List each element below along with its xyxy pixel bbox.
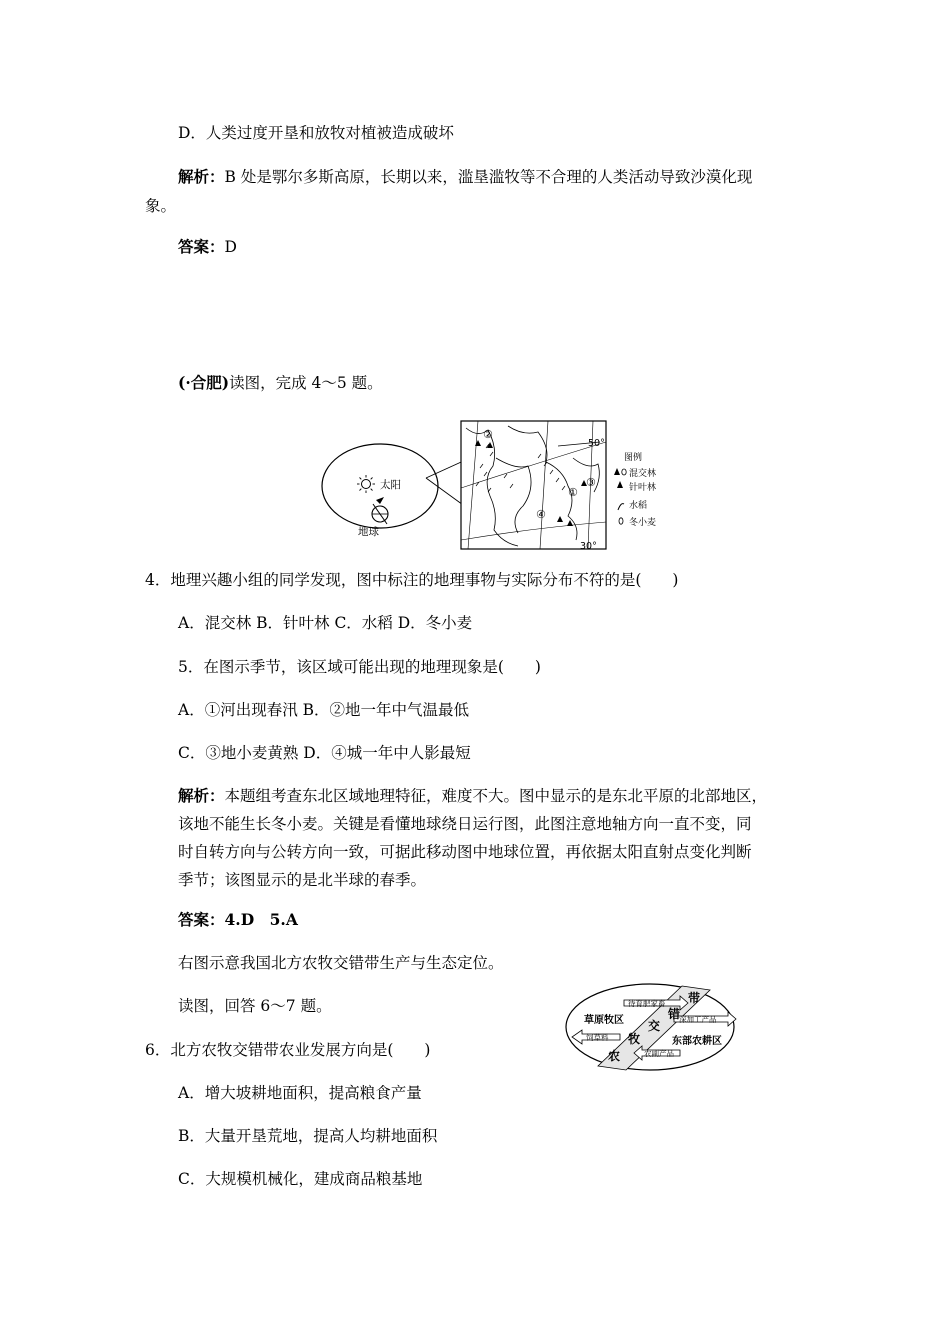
analysis-4-5-line3: 时自转方向与公转方向一致，可据此移动图中地球位置，再依据太阳直射点变化判断: [178, 843, 752, 861]
intro-6-7-line2: 读图，回答 6～7 题。: [178, 997, 332, 1015]
analysis-label: 解析：: [178, 786, 225, 805]
analysis-text: B 处是鄂尔多斯高原，长期以来，滥垦滥牧等不合理的人类活动导致沙漠化现: [224, 168, 753, 186]
legend-wheat: 冬小麦: [629, 518, 657, 528]
legend-mixed-forest: 混交林: [629, 469, 657, 479]
legend-rice-icon: [618, 504, 624, 510]
answer-prev: [178, 237, 237, 257]
belt-char-3: 交: [648, 1019, 661, 1033]
q6-stem: 6．北方农牧交错带农业发展方向是( ): [145, 1041, 431, 1059]
right-region-label: 东部农耕区: [672, 1036, 722, 1047]
marker-2: ②: [483, 428, 493, 441]
answer-label: 答案：: [178, 237, 225, 256]
sun-icon: [357, 475, 375, 493]
farming-pastoral-figure: [562, 980, 742, 1076]
intro-4-5: [178, 373, 383, 393]
legend-title: 图例: [624, 453, 643, 463]
left-region-label: 草原牧区: [584, 1015, 624, 1026]
orbit-arrow-icon: [376, 497, 384, 504]
intro-source: (·合肥): [178, 373, 230, 392]
intro-6-7-line1: 右图示意我国北方农牧交错带生产与生态定位。: [178, 954, 504, 972]
sun-label: 太阳: [380, 479, 401, 491]
lat-50-label: 50°: [588, 438, 605, 449]
answer-value: 4.D 5.A: [224, 910, 298, 929]
arrow-bottom-label: 农副产品: [644, 1049, 674, 1058]
answer-label: 答案：: [178, 910, 225, 929]
earth-icon: [372, 504, 388, 524]
q5-stem: 5．在图示季节，该区域可能出现的地理现象是( ): [178, 658, 541, 676]
belt-char-2: 错: [668, 1007, 681, 1021]
legend-conifer: 针叶林: [629, 483, 657, 493]
analysis-prev: [178, 167, 752, 187]
marker-1: ①: [568, 486, 578, 499]
legend-conifer-icon: [617, 481, 623, 488]
legend-mixed-forest-icon: [614, 468, 626, 475]
option-d: D．人类过度开垦和放牧对植被造成破坏: [178, 124, 454, 142]
arrow-top-label: 待育肥家畜: [628, 999, 666, 1008]
analysis-label: 解析：: [178, 167, 225, 186]
q4-stem: 4．地理兴趣小组的同学发现，图中标注的地理事物与实际分布不符的是( ): [145, 571, 679, 589]
answer-4-5: [178, 910, 298, 930]
earth-label: 地球: [358, 526, 379, 538]
analysis-prev-line2: 象。: [145, 197, 177, 215]
analysis-4-5: [178, 786, 767, 806]
answer-value: D: [224, 238, 237, 256]
lat-30-label: 30°: [580, 541, 597, 552]
legend-rice: 水稻: [629, 501, 648, 511]
belt-char-5: 农: [608, 1049, 621, 1063]
analysis-4-5-line2: 该地不能生长冬小麦。关键是看懂地球绕日运行图，此图注意地轴方向一直不变，同: [178, 815, 752, 833]
marker-3: ③: [586, 476, 596, 489]
q4-options: A．混交林 B．针叶林 C．水稻 D．冬小麦: [178, 614, 473, 632]
analysis-4-5-line4: 季节；该图显示的是北半球的春季。: [178, 871, 427, 889]
q6-option-b: B．大量开垦荒地，提高人均耕地面积: [178, 1127, 438, 1145]
legend-wheat-icon: [619, 518, 623, 524]
arrow-right-label: 深加工产品: [679, 1015, 717, 1024]
analysis-text: 本题组考查东北区域地理特征，难度不大。图中显示的是东北平原的北部地区，: [224, 787, 768, 805]
q5-options-1: A．①河出现春汛 B．②地一年中气温最低: [178, 701, 470, 719]
orbit-map-figure: [318, 418, 678, 554]
marker-4: ④: [536, 508, 546, 521]
q5-options-2: C．③地小麦黄熟 D．④城一年中人影最短: [178, 744, 471, 762]
q6-option-c: C．大规模机械化，建成商品粮基地: [178, 1170, 423, 1188]
arrow-left-label: 饲草料: [586, 1033, 609, 1042]
q6-option-a: A．增大坡耕地面积，提高粮食产量: [178, 1084, 422, 1102]
belt-char-1: 带: [688, 991, 701, 1005]
belt-char-4: 牧: [628, 1032, 641, 1046]
intro-text: 读图，完成 4～5 题。: [229, 374, 383, 392]
